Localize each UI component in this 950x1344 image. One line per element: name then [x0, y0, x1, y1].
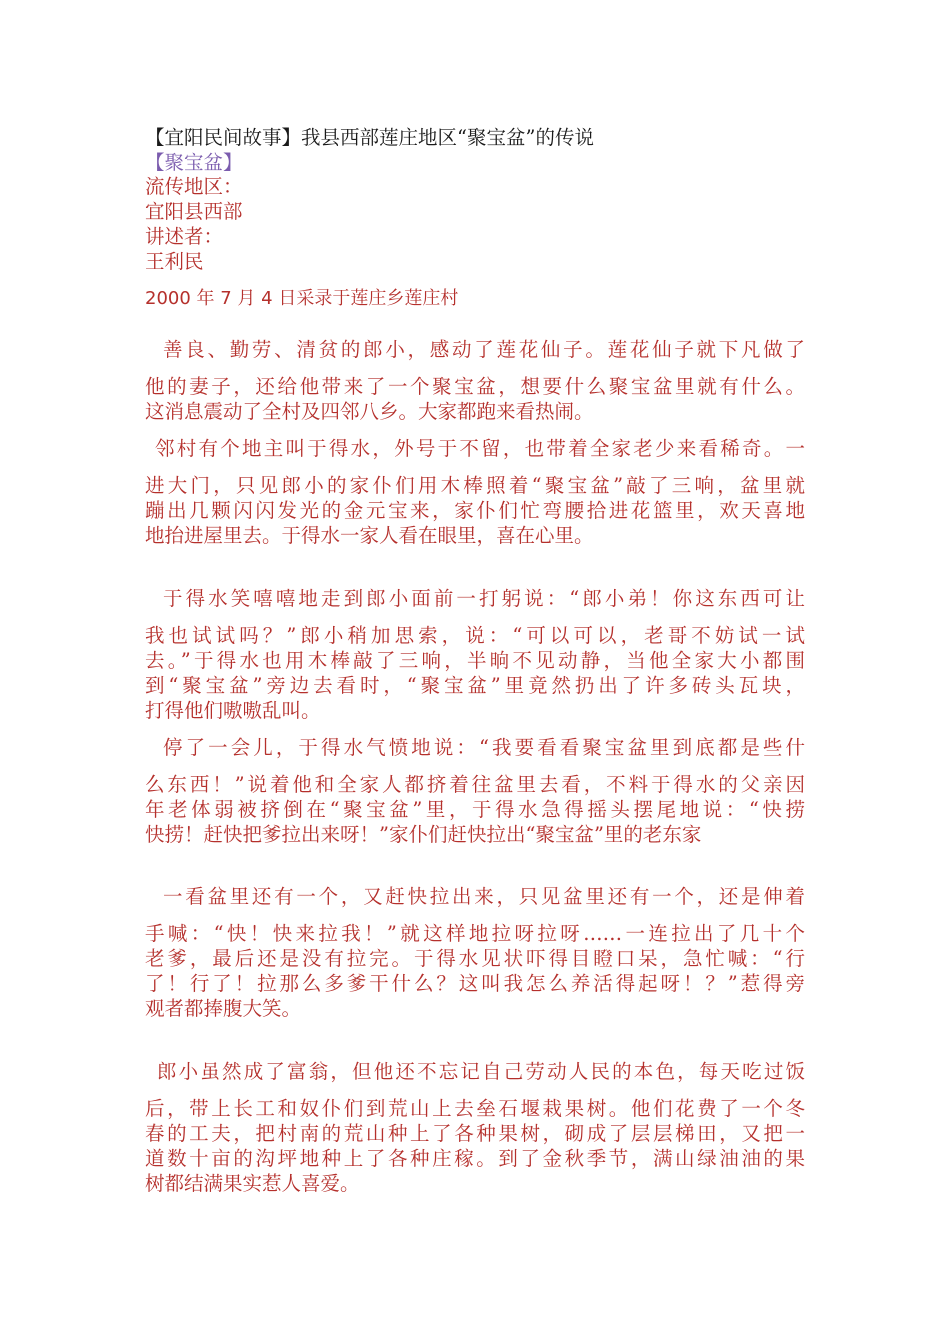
paragraph-line: 快捞！赶快把爹拉出来呀！”家仆们赶快拉出“聚宝盆”里的老东家 — [145, 823, 702, 846]
paragraph-line: 手喊：“快！快来拉我！”就这样地拉呀拉呀……一连拉出了几十个 — [145, 922, 805, 945]
paragraph-body — [145, 1096, 805, 1196]
paragraph-line: 他的妻子，还给他带来了一个聚宝盆，想要什么聚宝盆里就有什么。 — [145, 375, 805, 398]
paragraph-line: 观者都捧腹大笑。 — [145, 997, 302, 1020]
paragraph-line: 道数十亩的沟坪地种上了各种庄稼。到了金秋季节，满山绿油油的果 — [145, 1147, 805, 1170]
paragraph-line: 么东西！”说着他和全家人都挤着往盆里去看，不料于得水的父亲因 — [145, 773, 805, 796]
paragraph-body — [145, 623, 805, 723]
narrator-label: 讲述者： — [145, 225, 224, 248]
paragraph-line: 年老体弱被挤倒在“聚宝盆”里，于得水急得摇头摆尾地说：“快捞 — [145, 798, 805, 821]
paragraph-line: 去。”于得水也用木棒敲了三响，半晌不见动静，当他全家大小都围 — [145, 649, 805, 672]
paragraph-body — [145, 374, 805, 424]
paragraph-first-line: 于得水笑嘻嘻地走到郎小面前一打躬说：“郎小弟！你这东西可让 — [163, 587, 805, 610]
record-date-line: 2000 年 7 月 4 日采录于莲庄乡莲庄村 — [145, 288, 459, 309]
paragraph-line: 了！行了！拉那么多爹干什么？这叫我怎么养活得起呀！？”惹得旁 — [145, 972, 805, 995]
paragraph-body — [145, 921, 805, 1021]
paragraph-line: 蹦出几颗闪闪发光的金元宝来，家仆们忙弯腰拾进花篮里，欢天喜地 — [145, 499, 805, 522]
paragraph-first-line: 郎小虽然成了富翁，但他还不忘记自己劳动人民的本色，每天吃过饭 — [157, 1060, 805, 1083]
story-subtitle: 【聚宝盆】 — [145, 151, 243, 174]
paragraph-line: 这消息震动了全村及四邻八乡。大家都跑来看热闹。 — [145, 400, 594, 423]
paragraph-line: 进大门，只见郎小的家仆们用木棒照着“聚宝盆”敲了三响，盆里就 — [145, 474, 805, 497]
story-paragraph-3 — [145, 586, 805, 723]
paragraph-line: 老爹，最后还是没有拉完。于得水见状吓得目瞪口呆，急忙喊：“行 — [145, 947, 805, 970]
document-title: 【宜阳民间故事】我县西部莲庄地区“聚宝盆”的传说 — [145, 126, 594, 149]
paragraph-line: 地抬进屋里去。于得水一家人看在眼里，喜在心里。 — [145, 524, 594, 547]
paragraph-line: 后，带上长工和奴仆们到荒山上去垒石堰栽果树。他们花费了一个冬 — [145, 1097, 805, 1120]
region-value: 宜阳县西部 — [145, 200, 243, 223]
story-paragraph-2 — [145, 436, 805, 548]
paragraph-first-line: 善良、勤劳、清贫的郎小，感动了莲花仙子。莲花仙子就下凡做了 — [163, 338, 805, 361]
paragraph-first-line: 停了一会儿，于得水气愤地说：“我要看看聚宝盆里到底都是些什 — [163, 736, 805, 759]
paragraph-first-line: 邻村有个地主叫于得水，外号于不留，也带着全家老少来看稀奇。一 — [155, 437, 805, 460]
paragraph-line: 到“聚宝盆”旁边去看时，“聚宝盆”里竟然扔出了许多砖头瓦块， — [145, 674, 805, 697]
narrator-value: 王利民 — [145, 250, 204, 273]
paragraph-body — [145, 473, 805, 548]
story-paragraph-5 — [145, 884, 805, 1021]
story-paragraph-4 — [145, 735, 805, 847]
paragraph-line: 打得他们嗷嗷乱叫。 — [145, 699, 321, 722]
paragraph-line: 我也试试吗？”郎小稍加思索，说：“可以可以，老哥不妨试一试 — [145, 624, 805, 647]
story-paragraph-1 — [145, 337, 805, 424]
paragraph-first-line: 一看盆里还有一个，又赶快拉出来，只见盆里还有一个，还是伸着 — [163, 885, 805, 908]
region-label: 流传地区： — [145, 175, 243, 198]
paragraph-body — [145, 772, 805, 847]
paragraph-line: 春的工夫，把村南的荒山种上了各种果树，砌成了层层梯田，又把一 — [145, 1122, 805, 1145]
paragraph-line: 树都结满果实惹人喜爱。 — [145, 1172, 360, 1195]
story-paragraph-6 — [145, 1059, 805, 1196]
